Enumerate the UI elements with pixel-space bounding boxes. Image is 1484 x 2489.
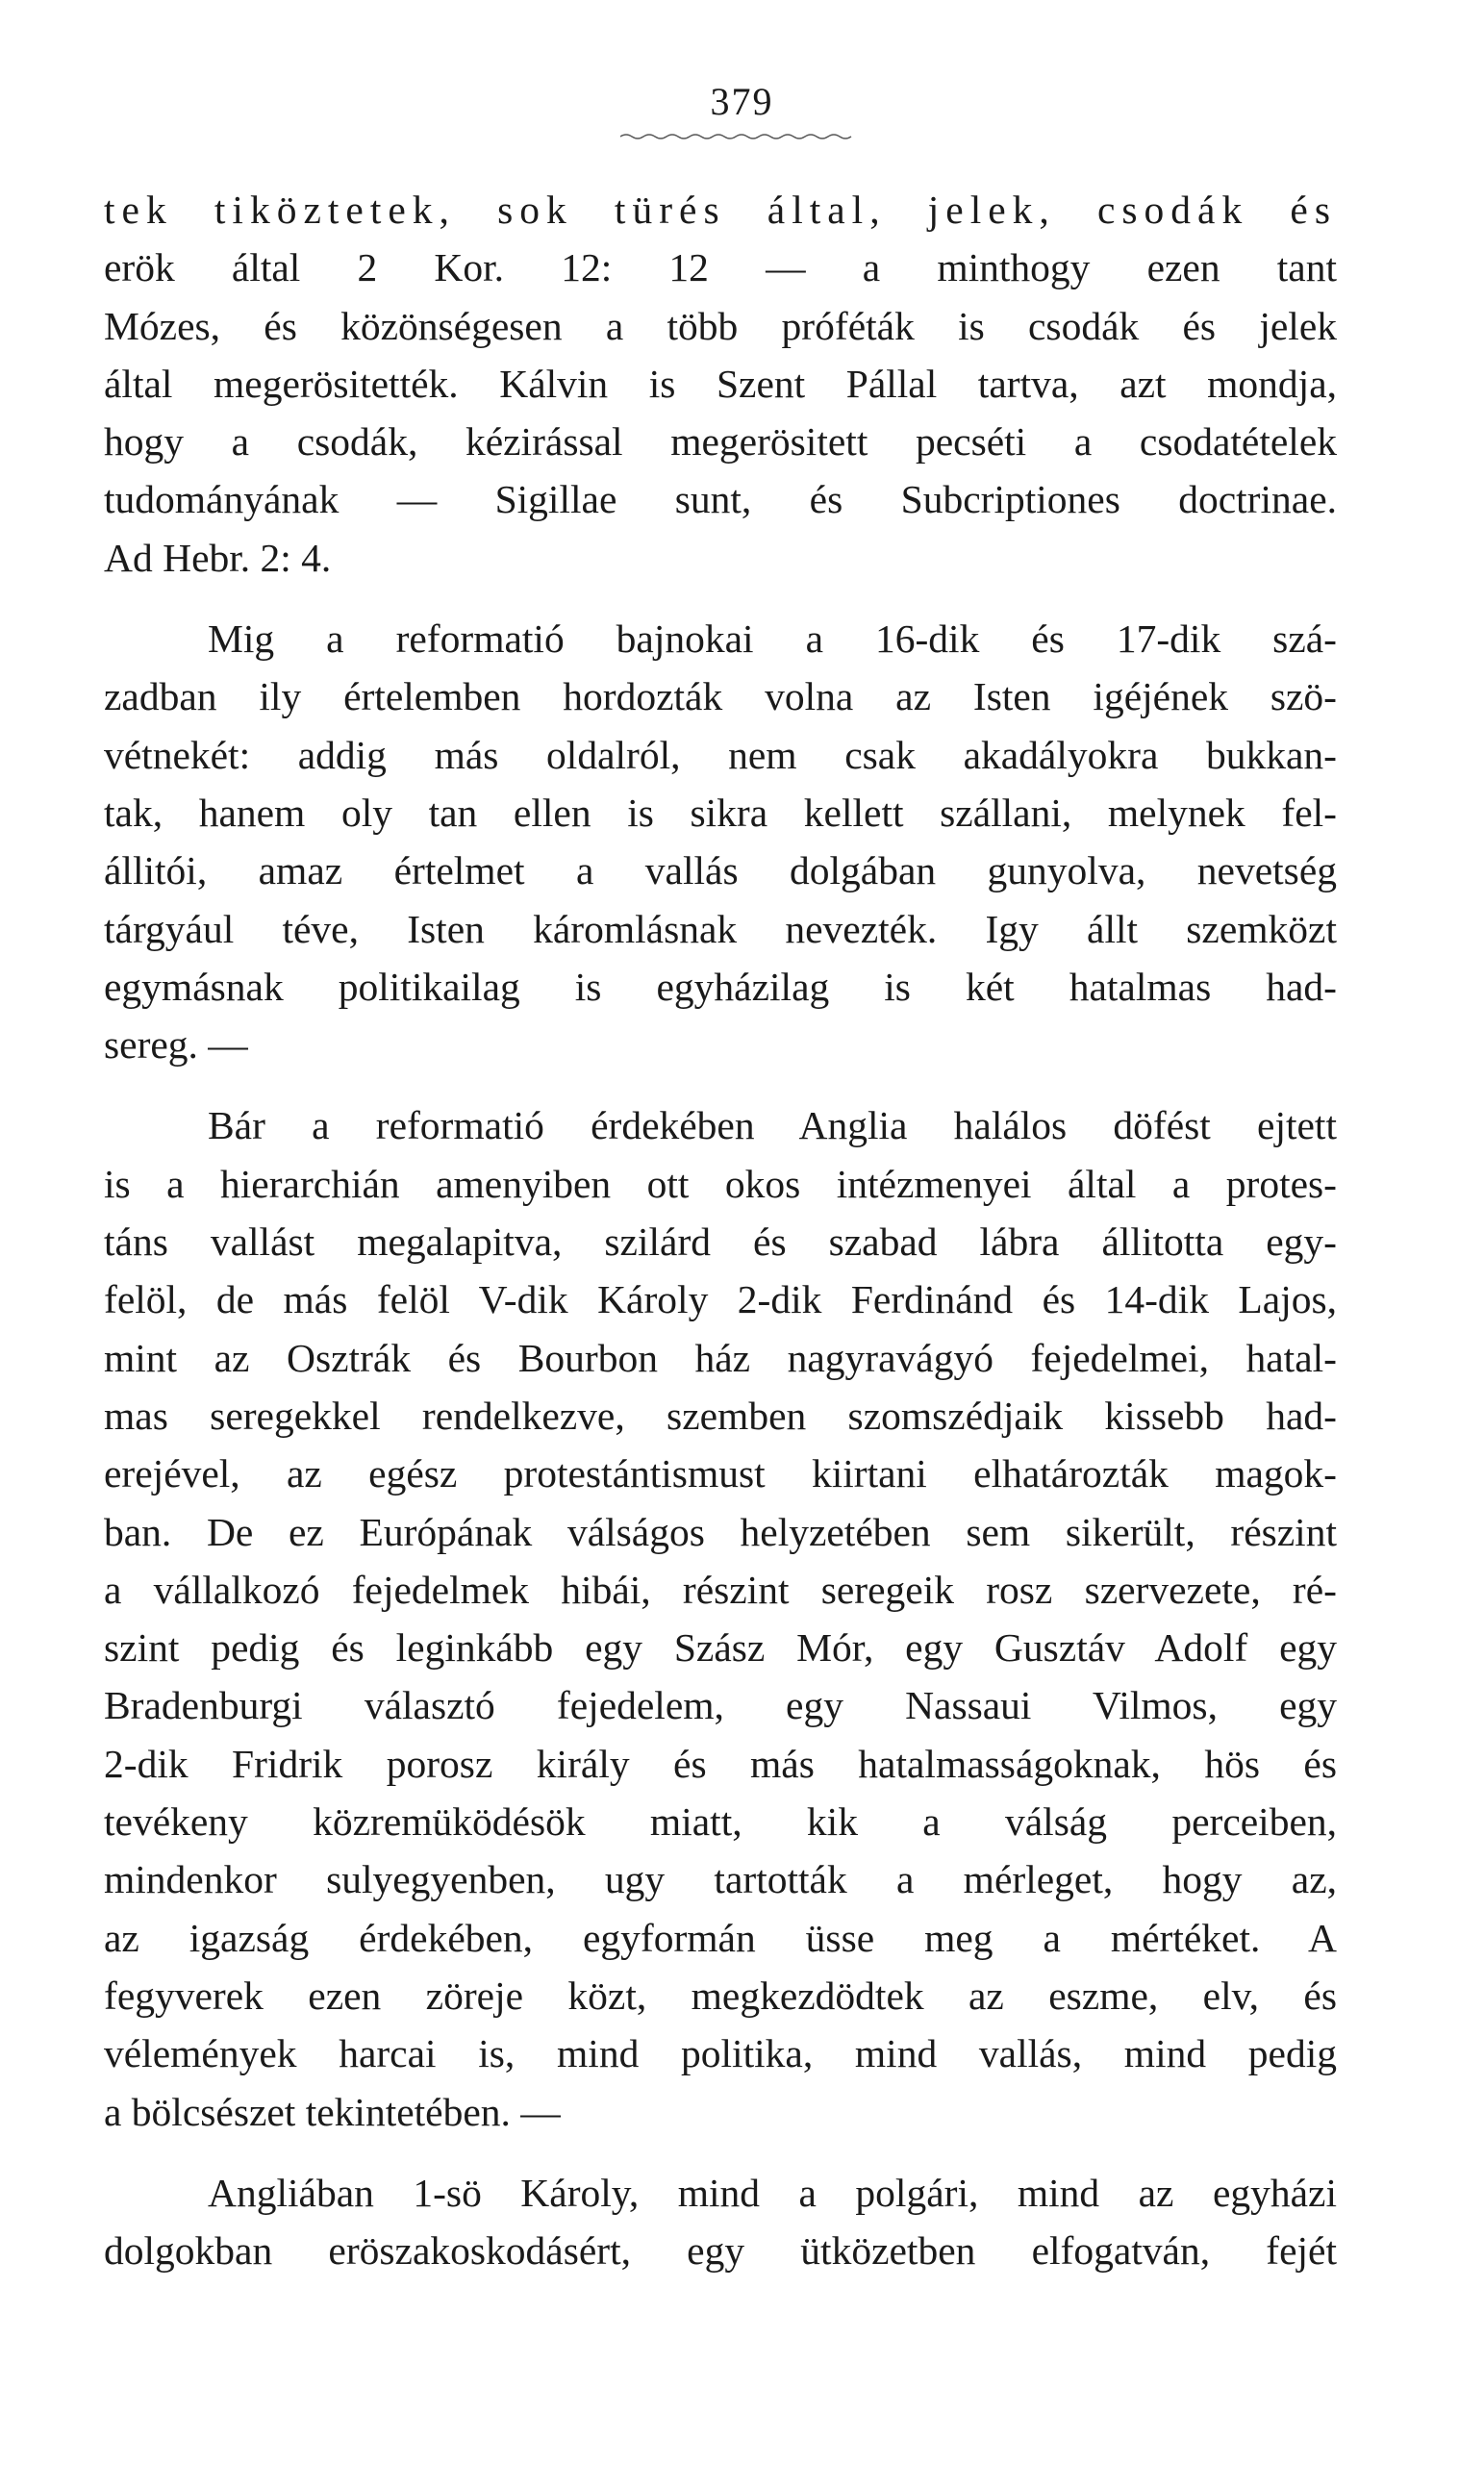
- text-line: tudományának — Sigillae sunt, és Subcriptiones doctrinae.: [104, 477, 1337, 522]
- text-line: tárgyául téve, Isten káromlásnak nevezték. Igy állt szemközt: [104, 906, 1337, 951]
- text-line: 2-dik Fridrik porosz király és más hatalmasságoknak, hös és: [104, 1741, 1337, 1786]
- text-line: tek tiköztetek, sok türés által, jelek, csodák és: [104, 188, 1337, 232]
- page-number: 379: [710, 80, 774, 123]
- text-line: hogy a csodák, kézirással megerösitett pecséti a csodatételek: [104, 419, 1337, 465]
- text-line: sereg. —: [104, 1022, 248, 1068]
- text-line: szint pedig és leginkább egy Szász Mór, egy Gusztáv Adolf egy: [104, 1625, 1337, 1671]
- text-line: fegyverek ezen zöreje közt, megkezdödtek az eszme, elv, és: [104, 1973, 1337, 2018]
- text-line: a vállalkozó fejedelmek hibái, részint seregeik rosz szervezete, ré-: [104, 1567, 1337, 1612]
- text-line: tevékeny közremüködésök miatt, kik a válság perceiben,: [104, 1799, 1337, 1845]
- text-line: az igazság érdekében, egyformán üsse meg a mértéket. A: [104, 1915, 1337, 1960]
- text-line: is a hierarchián amenyiben ott okos intézmenyei által a protes-: [104, 1161, 1337, 1206]
- text-line: Mig a reformatió bajnokai a 16-dik és 17-dik szá-: [208, 616, 1337, 662]
- paragraph-3: [104, 1096, 1337, 2140]
- text-line: táns vallást megalapitva, szilárd és szabad lábra állitotta egy-: [104, 1219, 1337, 1265]
- text-line: Bradenburgi választó fejedelem, egy Nassaui Vilmos, egy: [104, 1683, 1337, 1728]
- text-line: Angliában 1-sö Károly, mind a polgári, mind az egyházi: [208, 2170, 1337, 2215]
- text-line: által megerösitették. Kálvin is Szent Pállal tartva, azt mondja,: [104, 361, 1337, 406]
- text-line: vélemények harcai is, mind politika, mind vallás, mind pedig: [104, 2031, 1337, 2076]
- paragraph-4: [104, 2164, 1337, 2280]
- decorative-wavy-rule: [620, 133, 856, 140]
- text-line: a bölcsészet tekintetében. —: [104, 2089, 561, 2134]
- text-line: Bár a reformatió érdekében Anglia halálos döfést ejtett: [208, 1103, 1337, 1148]
- text-line: mint az Osztrák és Bourbon ház nagyravágyó fejedelmei, hatal-: [104, 1335, 1337, 1380]
- text-line: ban. De ez Európának válságos helyzetében sem sikerült, részint: [104, 1509, 1337, 1554]
- paragraph-1: [104, 181, 1337, 587]
- text-line: felöl, de más felöl V-dik Károly 2-dik Ferdinánd és 14-dik Lajos,: [104, 1277, 1337, 1322]
- text-line: mas seregekkel rendelkezve, szemben szomszédjaik kissebb had-: [104, 1393, 1337, 1438]
- text-line: Mózes, és közönségesen a több próféták is csodák és jelek: [104, 303, 1337, 348]
- text-line: erejével, az egész protestántismust kiirtani elhatározták magok-: [104, 1451, 1337, 1496]
- text-line: dolgokban eröszakoskodásért, egy ütközetben elfogatván, fejét: [104, 2228, 1337, 2274]
- text-line: zadban ily értelemben hordozták volna az Isten igéjének szö-: [104, 674, 1337, 719]
- text-line: erök által 2 Kor. 12: 12 — a minthogy ezen tant: [104, 245, 1337, 290]
- text-line: vétnekét: addig más oldalról, nem csak akadályokra bukkan-: [104, 732, 1337, 777]
- body-text: [104, 181, 1337, 2279]
- text-line: tak, hanem oly tan ellen is sikra kellett szállani, melynek fel-: [104, 790, 1337, 835]
- text-line: egymásnak politikailag is egyházilag is két hatalmas had-: [104, 964, 1337, 1009]
- paragraph-2: [104, 610, 1337, 1073]
- text-line: Ad Hebr. 2: 4.: [104, 535, 332, 580]
- text-line: állitói, amaz értelmet a vallás dolgában gunyolva, nevetség: [104, 848, 1337, 893]
- text-line: mindenkor sulyegyenben, ugy tartották a mérleget, hogy az,: [104, 1857, 1337, 1902]
